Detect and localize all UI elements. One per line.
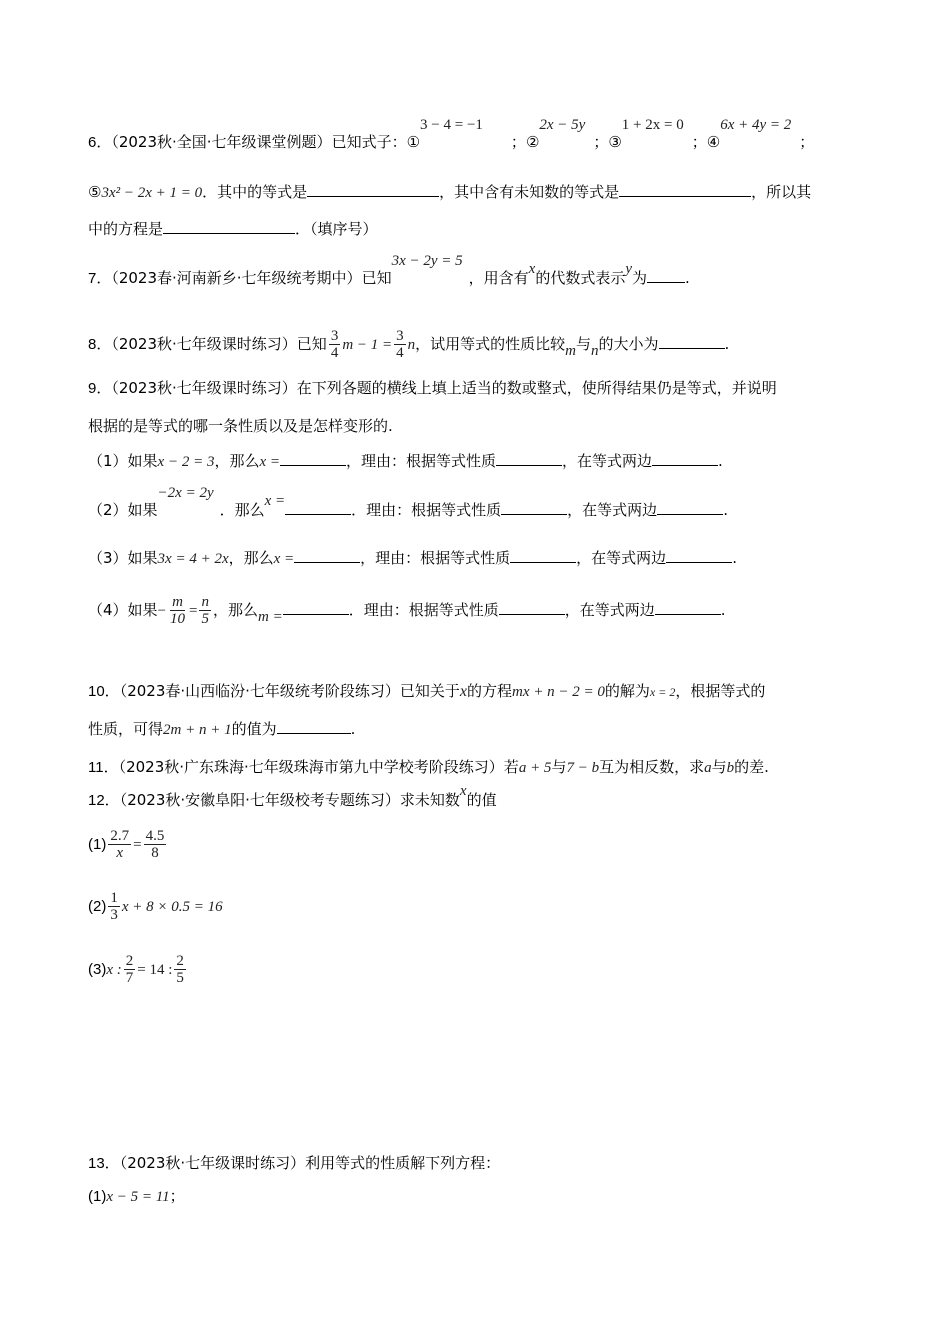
q8-blank[interactable] bbox=[659, 334, 725, 349]
q13-part1: (1)x − 5 = 11； bbox=[88, 1187, 185, 1205]
q9-1-blank-property[interactable] bbox=[496, 451, 562, 466]
q9-sub4: （4）如果− $\frac{m}{10}$ = $\frac{n}{5}$ ，那么m = ．理由：根据等式性质 ，在等式两边 . bbox=[88, 594, 726, 627]
q6-blank-equations[interactable] bbox=[307, 182, 439, 197]
q9-1-blank-value[interactable] bbox=[280, 451, 346, 466]
q12-line: 12．（2023秋·安徽阜阳·七年级校考专题练习）求未知数x的值 bbox=[88, 783, 497, 809]
q8-fraction-1: $\frac{3}{4}$ bbox=[330, 328, 339, 361]
q6-expr-2: 2x − 5y bbox=[539, 117, 586, 133]
q8-line: 8．（2023秋·七年级课时练习）已知 $\frac{3}{4}$ m − 1 = $\frac{3}{4}$ n，试用等式的性质比较m与n的大小为 . bbox=[88, 328, 730, 361]
q9-sub1: （1）如果x − 2 = 3，那么x = ，理由：根据等式性质 ，在等式两边 . bbox=[88, 452, 723, 470]
q9-4-blank-operation[interactable] bbox=[655, 600, 721, 615]
q12-part1: (1) $\frac{2.7}{x}$ = $\frac{4.5}{8}$ bbox=[88, 828, 165, 861]
q7-blank[interactable] bbox=[647, 268, 685, 283]
q9-sub3: （3）如果3x = 4 + 2x，那么x = ，理由：根据等式性质 ，在等式两边 . bbox=[88, 549, 737, 567]
q6-blank-equation[interactable] bbox=[163, 219, 295, 234]
q9-line2: 根据的是等式的哪一条性质以及是怎样变形的. bbox=[88, 417, 393, 435]
q9-2-blank-operation[interactable] bbox=[657, 500, 723, 515]
q6-line1: 6．（2023秋·全国·七年级课堂例题）已知式子：①3 − 4 = −1；②2x − 5y；③1 + 2x = 0；④6x + 4y = 2； bbox=[88, 117, 815, 151]
q6-blank-unknown[interactable] bbox=[619, 182, 751, 197]
q6-expr-1: 3 − 4 = −1 bbox=[420, 117, 483, 133]
q12-2-fraction: $\frac{1}{3}$ bbox=[110, 890, 118, 923]
q9-2-blank-property[interactable] bbox=[501, 500, 567, 515]
q9-2-blank-value[interactable] bbox=[285, 500, 351, 515]
q7-equation: 3x − 2y = 5 bbox=[391, 253, 463, 269]
q9-3-blank-property[interactable] bbox=[510, 548, 576, 563]
q9-1-blank-operation[interactable] bbox=[652, 451, 718, 466]
q6-line2: ⑤3x² − 2x + 1 = 0．其中的等式是 ，其中含有未知数的等式是 ，所以其 bbox=[88, 183, 812, 201]
q6-expr-5: 3x² − 2x + 1 = 0 bbox=[101, 185, 203, 201]
q10-line2: 性质，可得2m + n + 1的值为 . bbox=[88, 720, 356, 738]
q6-expr-4: 6x + 4y = 2 bbox=[720, 117, 792, 133]
q10-line1: 10．（2023春·山西临汾·七年级统考阶段练习）已知关于x的方程mx + n − 2 = 0的解为x = 2，根据等式的 bbox=[88, 682, 766, 700]
q6-expr-3: 1 + 2x = 0 bbox=[621, 117, 684, 133]
q12-part2: (2) $\frac{1}{3}$ x + 8 × 0.5 = 16 bbox=[88, 890, 223, 923]
q9-line1: 9．（2023秋·七年级课时练习）在下列各题的横线上填上适当的数或整式，使所得结果仍是等式，并说明 bbox=[88, 379, 777, 397]
q9-3-blank-value[interactable] bbox=[294, 548, 360, 563]
q12-3-fraction-2: $\frac{2}{5}$ bbox=[176, 953, 184, 986]
q11-line: 11．（2023秋·广东珠海·七年级珠海市第九中学校考阶段练习）若a + 5与7 − b互为相反数，求a与b的差. bbox=[88, 758, 769, 776]
q9-4-fraction-1: $\frac{m}{10}$ bbox=[170, 594, 186, 627]
q9-4-blank-property[interactable] bbox=[499, 600, 565, 615]
q9-4-blank-value[interactable] bbox=[283, 600, 349, 615]
q6-number: 6． bbox=[88, 134, 112, 151]
q9-4-fraction-2: $\frac{n}{5}$ bbox=[201, 594, 209, 627]
q12-3-fraction-1: $\frac{2}{7}$ bbox=[125, 953, 134, 986]
q9-sub2: （2）如果−2x = 2y．那么x = ．理由：根据等式性质 ，在等式两边 . bbox=[88, 485, 728, 519]
q13-line: 13．（2023秋·七年级课时练习）利用等式的性质解下列方程： bbox=[88, 1154, 501, 1172]
q7-line: 7．（2023春·河南新乡·七年级统考期中）已知3x − 2y = 5，用含有x的代数式表示y为 . bbox=[88, 253, 690, 287]
q12-1-fraction-1: $\frac{2.7}{x}$ bbox=[110, 828, 130, 861]
q12-1-fraction-2: $\frac{4.5}{8}$ bbox=[145, 828, 165, 861]
q9-3-blank-operation[interactable] bbox=[666, 548, 732, 563]
q10-blank[interactable] bbox=[277, 719, 351, 734]
q12-part3: (3)x : $\frac{2}{7}$ = 14 : $\frac{2}{5}$ bbox=[88, 953, 184, 986]
q8-fraction-2: $\frac{3}{4}$ bbox=[396, 328, 404, 361]
q6-line3: 中的方程是 ．（填序号） bbox=[88, 220, 378, 238]
q6-source: （2023秋·全国·七年级课堂例题） bbox=[111, 133, 332, 151]
